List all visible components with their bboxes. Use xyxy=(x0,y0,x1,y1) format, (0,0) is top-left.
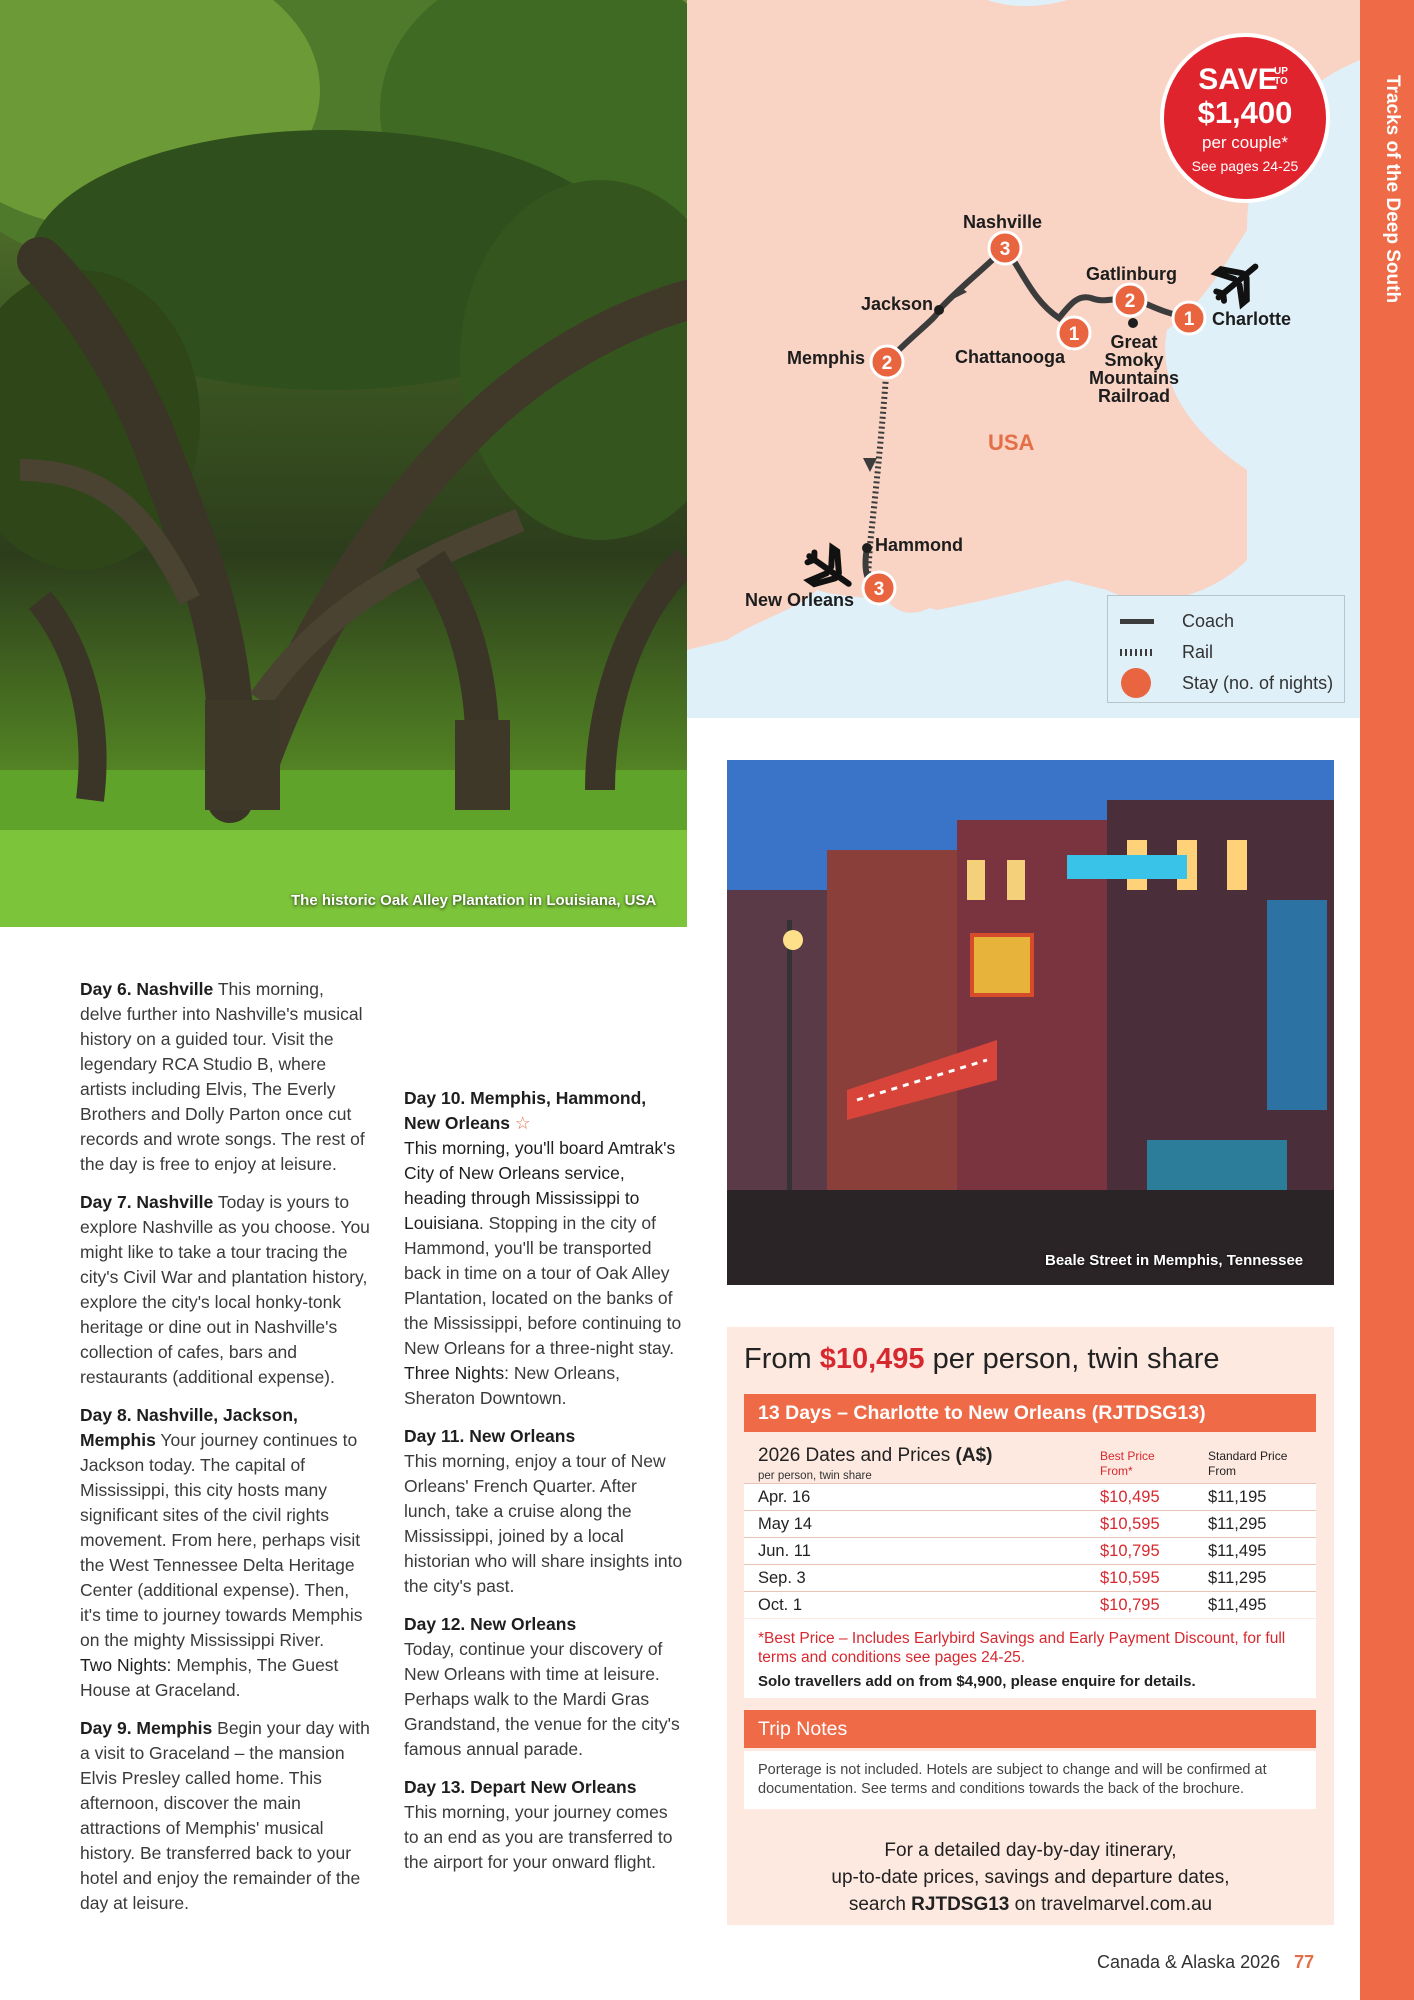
place-memphis: Memphis xyxy=(787,348,866,368)
day-13: Day 13. Depart New Orleans This morning, your journey comes to an end as you are transferred to the airport for your onward flight. xyxy=(404,1777,673,1872)
footer-title: Canada & Alaska 2026 xyxy=(1097,1952,1281,1972)
save-badge xyxy=(1160,33,1330,203)
legend-rail-label: Rail xyxy=(1182,641,1214,662)
country-label: USA xyxy=(988,430,1035,455)
beale-street-illustration xyxy=(727,760,1334,1285)
badge-up-to: UP TO xyxy=(1274,66,1288,87)
table-row: Sep. 3 $10,595 $11,295 xyxy=(744,1564,1316,1591)
railroad-line-4: Railroad xyxy=(1097,386,1171,406)
trip-code-bar: 13 Days – Charlotte to New Orleans (RJTDSG13) xyxy=(744,1394,1316,1432)
place-jackson: Jackson xyxy=(861,294,934,314)
photo-caption: Beale Street in Memphis, Tennessee xyxy=(1045,1252,1304,1269)
table-row: Jun. 11 $10,795 $11,495 xyxy=(744,1537,1316,1564)
table-row: Oct. 1 $10,795 $11,495 xyxy=(744,1591,1316,1618)
table-header xyxy=(744,1439,1316,1483)
day-12: Day 12. New Orleans Today, continue your discovery of New Orleans with time at leisure. Perhaps walk to the Mardi Gras Grandstand, the venue for the city's famous annual parade. xyxy=(404,1614,680,1759)
price-box xyxy=(727,1327,1334,1925)
page-footer xyxy=(1097,1952,1314,1973)
place-gatlinburg: Gatlinburg xyxy=(1086,264,1177,284)
table-subtitle: per person, twin share xyxy=(758,1470,872,1482)
price-headline: From $10,495 per person, twin share xyxy=(744,1343,1220,1375)
legend-coach xyxy=(1120,606,1234,636)
table-row: Apr. 16 $10,495 $11,195 xyxy=(744,1483,1316,1510)
itinerary-column-2 xyxy=(404,1086,686,1888)
stay-count-gatlinburg: 2 xyxy=(1124,291,1136,312)
day-7: Day 7. Nashville Today is yours to explore Nashville as you choose. You might like to take a tour tracing the city's Civil War and plantation history, explore the city's local honky-tonk heritage or dine out in Nashville's collection of cafes, bars and restaurants (additional expense). xyxy=(80,1192,370,1387)
stay-count-memphis: 2 xyxy=(881,353,893,374)
place-new-orleans: New Orleans xyxy=(745,590,855,610)
price-notes xyxy=(744,1619,1316,1698)
stay-marker-chattanooga xyxy=(1058,317,1090,349)
website-link[interactable]: on travelmarvel.com.au xyxy=(1009,1894,1213,1915)
legend-stay-label: Stay (no. of nights) xyxy=(1182,672,1334,693)
railroad-line-3: Mountains xyxy=(1089,368,1179,388)
place-hammond: Hammond xyxy=(875,535,964,555)
col-standard-price: Standard Price From xyxy=(1208,1449,1288,1478)
headline-price: $10,495 xyxy=(819,1343,925,1375)
route-map xyxy=(687,0,1360,718)
website-cta: For a detailed day-by-day itinerary, up-to-date prices, savings and departure dates, search RJTDSG13 on travelmarvel.com.au xyxy=(831,1840,1230,1915)
badge-amount: $1,400 xyxy=(1197,95,1293,130)
section-side-strip xyxy=(1360,0,1414,2000)
day-11: Day 11. New Orleans This morning, enjoy a tour of New Orleans' French Quarter. After lunch, take a cruise along the Mississippi, joined by a local historian who will share insights into the city's past. xyxy=(404,1426,683,1596)
railroad-line-1: Great xyxy=(1110,332,1158,352)
stay-marker-nashville xyxy=(989,232,1021,264)
solo-note: Solo travellers add on from $4,900, please enquire for details. xyxy=(758,1673,1196,1690)
day-9: Day 9. Memphis Begin your day with a visit to Graceland – the mansion Elvis Presley called home. This afternoon, discover the main attractions of Memphis' musical history. Be transferred back to your hotel and enjoy the remainder of the day at leisure. xyxy=(80,1718,370,1913)
stay-count-charlotte: 1 xyxy=(1183,309,1195,330)
railroad-line-2: Smoky xyxy=(1104,350,1164,370)
stay-count-new-orleans: 3 xyxy=(873,579,885,600)
day-10: Day 10. Memphis, Hammond, New Orleans ☆ This morning, you'll board Amtrak's City of New Orleans service, heading through Mississippi to Louisiana. Stopping in the city of Hammond, you'll be transported back in time on a tour of Oak Alley Plantation, located on the banks of the Mississippi, before continuing to New Orleans for a three-night stay. Three Nights: New Orleans, Sheraton Downtown. xyxy=(404,1088,682,1408)
trip-notes-text: Porterage is not included. Hotels are subject to change and will be confirmed at documentation. See terms and conditions towards the back of the brochure. xyxy=(744,1751,1316,1809)
day-8: Day 8. Nashville, Jackson, Memphis Your journey continues to Jackson today. The capital of Mississippi, this city hosts many significant sites of the civil rights movement. From here, perhaps visit the West Tennessee Delta Heritage Center (additional expense). Then, it's time to journey towards Memphis on the mighty Mississippi River. Two Nights: Memphis, The Guest House at Graceland. xyxy=(80,1405,363,1700)
stay-marker-memphis xyxy=(871,346,903,378)
oak-alley-photo xyxy=(0,0,687,927)
stay-marker-gatlinburg xyxy=(1114,284,1146,316)
photo-caption: The historic Oak Alley Plantation in Louisiana, USA xyxy=(291,892,657,909)
legend-rail xyxy=(1120,637,1213,667)
stay-count-chattanooga: 1 xyxy=(1068,324,1080,345)
trip-notes-heading: Trip Notes xyxy=(744,1710,1316,1748)
badge-save: SAVE xyxy=(1198,63,1278,96)
itinerary-column-1 xyxy=(80,977,370,1929)
place-nashville: Nashville xyxy=(963,212,1043,232)
star-icon: ☆ xyxy=(514,1113,531,1133)
section-title: Tracks of the Deep South xyxy=(1382,75,1403,304)
page-number: 77 xyxy=(1294,1952,1315,1972)
beale-street-photo xyxy=(727,760,1334,1285)
oak-tree-illustration xyxy=(0,0,687,927)
day-6: Day 6. Nashville This morning, delve further into Nashville's musical history on a guided tour. Visit the legendary RCA Studio B, where artists including Elvis, The Everly Brothers and Dolly Parton once cut records and wrote songs. The rest of the day is free to enjoy at leisure. xyxy=(80,979,365,1174)
place-railroad xyxy=(1089,333,1179,405)
map-legend xyxy=(1107,595,1345,703)
table-title: 2026 Dates and Prices (A$) xyxy=(758,1445,993,1466)
stay-marker-new-orleans xyxy=(863,572,895,604)
legend-coach-label: Coach xyxy=(1182,610,1235,631)
table-row: May 14 $10,595 $11,295 xyxy=(744,1510,1316,1537)
dates-prices-table xyxy=(744,1439,1316,1618)
place-charlotte: Charlotte xyxy=(1212,309,1292,329)
badge-per-couple: per couple* xyxy=(1201,133,1288,152)
best-price-note: *Best Price – Includes Earlybird Savings and Early Payment Discount, for full terms and conditions see pages 24-25. xyxy=(758,1630,1286,1666)
col-best-price: Best Price From* xyxy=(1100,1449,1155,1478)
stay-marker-charlotte xyxy=(1173,302,1205,334)
badge-see-pages: See pages 24-25 xyxy=(1191,158,1299,174)
trip-code: RJTDSG13 xyxy=(911,1894,1010,1915)
stay-count-nashville: 3 xyxy=(999,239,1011,260)
legend-stay xyxy=(1120,668,1333,698)
place-chattanooga: Chattanooga xyxy=(955,347,1065,367)
